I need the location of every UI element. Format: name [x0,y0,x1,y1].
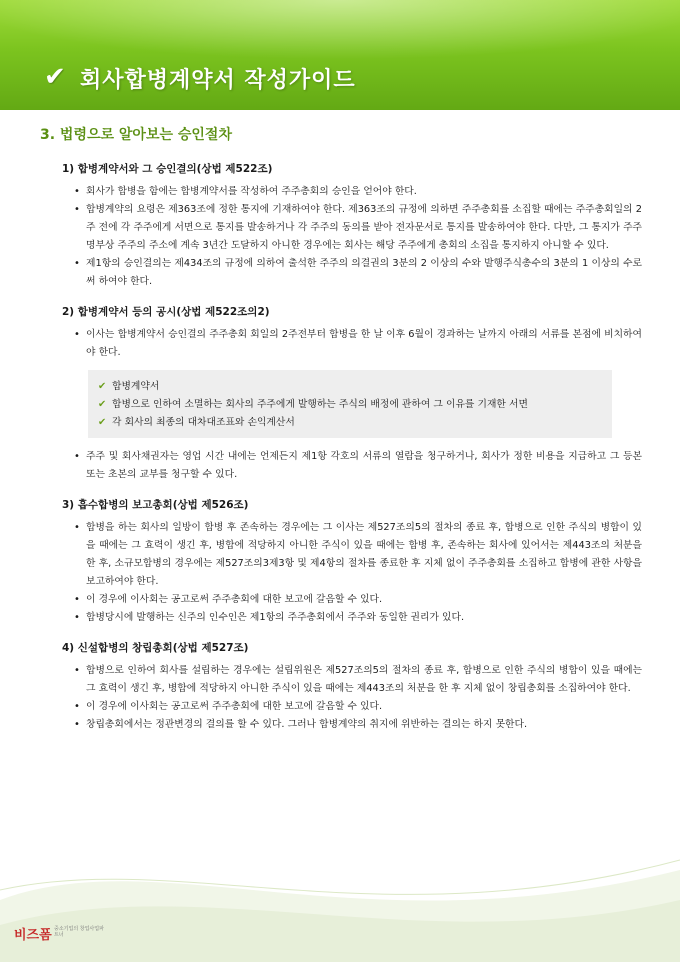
bullet-dot: • [74,665,80,676]
bullet-list [62,326,642,362]
block-1 [62,162,642,291]
list-item [74,326,642,362]
bullet-dot: • [74,701,80,712]
checklist-item [98,414,602,432]
bullet-dot: • [74,522,80,533]
list-item [74,183,642,201]
checklist-text: 합병계약서 [112,381,160,392]
bullet-text: 제1항의 승인결의는 제434조의 규정에 의하여 출석한 주주의 의결권의 3분의 2 이상의 수와 발행주식총수의 3분의 1 이상의 수로써 하여야 한다. [86,258,642,287]
bullet-text: 합병계약의 요령은 제363조에 정한 통지에 기재하여야 한다. 제363조의 규정에 의하면 주주총회를 소집할 때에는 주주총회일의 2주 전에 각 주주에게 서면으로 통지를 발송하거나 각 주주의 동의를 받아 전자문서로 통지를 발송하여야 한다. 다만, 그 통지가 주주명부상 주주의 주소에 계속 3년간 도달하지 아니한 경우에는 회사는 해당 주주에게 총회의 소집을 통지하지 아니할 수 있다. [86,204,642,251]
bullet-dot: • [74,612,80,623]
bullet-list [62,662,642,734]
bullet-text: 창립총회에서는 정관변경의 결의를 할 수 있다. 그러나 합병계약의 취지에 위반하는 결의는 하지 못한다. [86,719,528,730]
brand-tagline: 중소기업의 창업사업파트너 [54,926,104,938]
brand-logo [14,924,104,948]
bullet-text: 이사는 합병계약서 승인결의 주주총회 회일의 2주전부터 합병을 한 날 이후 6월이 경과하는 날까지 아래의 서류를 본점에 비치하여야 한다. [86,329,642,358]
bullet-text: 합병으로 인하여 회사를 설립하는 경우에는 설립위원은 제527조의5의 절차의 종료 후, 합병으로 인한 주식의 병합이 있을 때에는 그 효력이 생긴 후, 병합에 적당하지 아니한 주식이 있을 때에는 제443조의 처분을 한 후 지체 없이 창립총회를 소집하여야 한다. [86,665,642,694]
bullet-dot: • [74,258,80,269]
block-heading: 4) 신설합병의 창립총회(상법 제527조) [62,642,249,654]
bullet-dot: • [74,594,80,605]
list-item [74,255,642,291]
list-item [74,201,642,255]
check-icon: ✔ [98,399,107,410]
list-item [74,591,642,609]
block-3 [62,498,642,627]
document-checklist [88,370,612,438]
bullet-text: 회사가 합병을 함에는 합병계약서를 작성하여 주주총회의 승인을 얻어야 한다. [86,186,417,197]
checklist-item [98,396,602,414]
check-icon: ✔ [98,381,107,392]
content [62,162,642,748]
bullet-dot: • [74,204,80,215]
bullet-text: 합병을 하는 회사의 일방이 합병 후 존속하는 경우에는 그 이사는 제527조의5의 절차의 종료 후, 합병으로 인한 주식의 병합이 있을 때에는 그 효력이 생긴 후, 병합에 적당하지 아니한 주식이 있을 때에는 합병 후, 존속하는 회사에 있어서는 제443조의 처분을 한 후, 소규모합병의 경우에는 제527조의3제3항 및 제4항의 절차를 종료한 후 지체 없이 주주총회를 소집하고 합병에 관한 사항을 보고하여야 한다. [86,522,642,587]
list-item [74,662,642,698]
bullet-dot: • [74,719,80,730]
bullet-list [62,183,642,291]
bullet-dot: • [74,186,80,197]
bullet-text: 합병당시에 발행하는 신주의 인수인은 제1항의 주주총회에서 주주와 동일한 권리가 있다. [86,612,465,623]
checklist-text: 각 회사의 최종의 대차대조표와 손익계산서 [112,417,295,428]
bullet-list [62,448,642,484]
block-2 [62,305,642,484]
check-icon: ✔ [44,62,66,92]
block-heading: 2) 합병계약서 등의 공시(상법 제522조의2) [62,306,270,318]
block-4 [62,641,642,734]
header-banner [0,0,680,110]
bullet-text: 주주 및 회사채권자는 영업 시간 내에는 언제든지 제1항 각호의 서류의 열람을 청구하거나, 회사가 정한 비용을 지급하고 그 등본 또는 초본의 교부를 청구할 수 있다. [86,451,642,480]
bullet-dot: • [74,329,80,340]
bullet-text: 이 경우에 이사회는 공고로써 주주총회에 대한 보고에 갈음할 수 있다. [86,701,383,712]
bullet-dot: • [74,451,80,462]
checklist-item [98,378,602,396]
list-item [74,448,642,484]
section-title: 3. 법령으로 알아보는 승인절차 [40,127,232,143]
list-item [74,698,642,716]
list-item [74,716,642,734]
bullet-text: 이 경우에 이사회는 공고로써 주주총회에 대한 보고에 갈음할 수 있다. [86,594,383,605]
checklist-text: 합병으로 인하여 소멸하는 회사의 주주에게 발행하는 주식의 배정에 관하여 그 이유를 기재한 서면 [112,399,528,410]
brand-name: 비즈폼 [14,928,52,943]
list-item [74,609,642,627]
block-heading: 1) 합병계약서와 그 승인결의(상법 제522조) [62,163,273,175]
check-icon: ✔ [98,417,107,428]
banner-shine [0,0,680,60]
list-item [74,519,642,591]
block-heading: 3) 흡수합병의 보고총회(상법 제526조) [62,499,249,511]
page-title: 회사합병계약서 작성가이드 [80,68,356,93]
bullet-list [62,519,642,627]
